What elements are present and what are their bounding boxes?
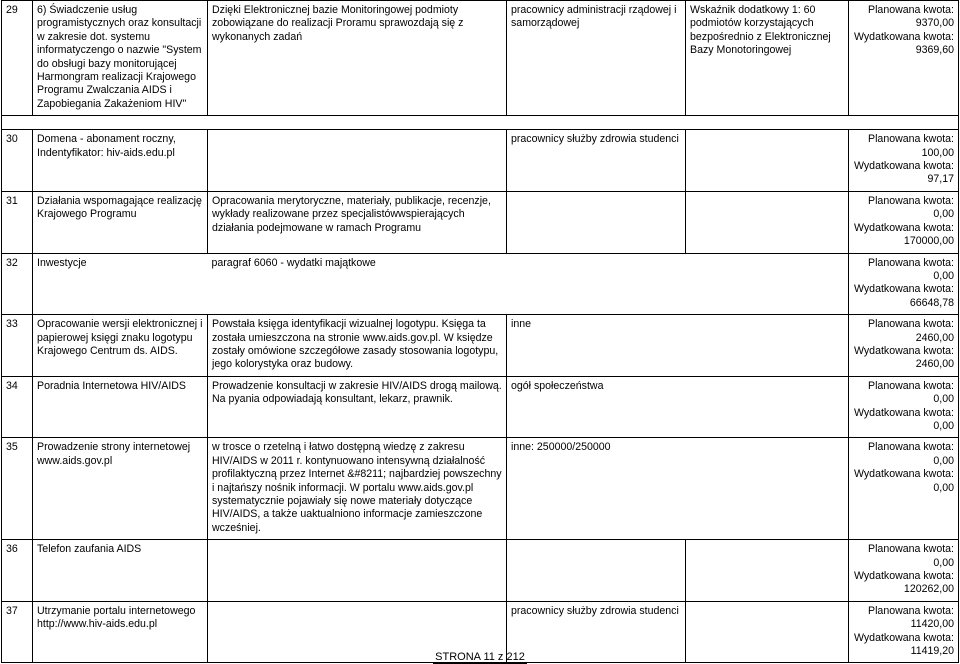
task-description: Powstała księga identyfikacji wizualnej logotypu. Księga ta została umieszczona na stronie www.aids.gov.pl. W księdze zostały omówione szczegółowe zasady stosowania logotypu, jego kolorystyka oraz budowy. — [208, 315, 507, 377]
row-number: 33 — [2, 315, 33, 377]
indicator: Wskaźnik dodatkowy 1: 60 podmiotów korzystających bezpośrednio z Elektronicznej Bazy Monotoringowej — [686, 1, 849, 116]
table-row — [2, 438, 959, 540]
amounts: Planowana kwota: 0,00 Wydatkowana kwota: 66648,78 — [849, 253, 959, 315]
task-name: Poradnia Internetowa HIV/AIDS — [33, 376, 208, 438]
task-name: Telefon zaufania AIDS — [33, 540, 208, 602]
task-table-body — [2, 1, 959, 663]
task-name: Opracowanie wersji elektronicznej i papierowej księgi znaku logotypu Krajowego Centrum ds. AIDS. — [33, 315, 208, 377]
table-row — [2, 1, 959, 116]
row-number: 34 — [2, 376, 33, 438]
task-description — [208, 130, 507, 192]
table-row — [2, 376, 959, 438]
indicator — [686, 130, 849, 192]
amounts: Planowana kwota: 2460,00 Wydatkowana kwota: 2460,00 — [849, 315, 959, 377]
target-group: pracownicy administracji rządowej i samorządowej — [507, 1, 686, 116]
table-row — [2, 130, 959, 192]
indicator — [686, 540, 849, 602]
task-description: Prowadzenie konsultacji w zakresie HIV/AIDS drogą mailową. Na pyania odpowiadają konsultant, lekarz, prawnik. — [208, 376, 507, 438]
amounts: Planowana kwota: 0,00 Wydatkowana kwota: 0,00 — [849, 438, 959, 540]
amounts: Planowana kwota: 11420,00 Wydatkowana kwota: 11419,20 — [849, 601, 959, 663]
page-number-label: STRONA 11 z 212 — [435, 651, 525, 663]
indicator — [686, 315, 849, 377]
table-row — [2, 315, 959, 377]
page-footer — [0, 651, 960, 663]
amounts: Planowana kwota: 0,00 Wydatkowana kwota: 120262,00 — [849, 540, 959, 602]
row-spacer — [2, 116, 959, 130]
task-description: w trosce o rzetelną i łatwo dostępną wiedzę z zakresu HIV/AIDS w 2011 r. kontynuowano intensywną działalność profilaktyczną przez Internet &#8211; najbardziej powszechny i najtańszy nośnik informacji. W portalu www.aids.gov.pl systematycznie pojawiały się nowe materiały dotyczące HIV/AIDS, a także uaktualniono informacje zamieszczone wcześniej. — [208, 438, 507, 540]
table-row — [2, 253, 959, 315]
target-group: pracownicy służby zdrowia studenci — [507, 130, 686, 192]
task-name: Inwestycje — [33, 253, 208, 315]
task-description: Dzięki Elektronicznej bazie Monitoringowej podmioty zobowiązane do realizacji Proramu sprawozdają się z wykonanych zadań — [208, 1, 507, 116]
row-number: 32 — [2, 253, 33, 315]
target-group: inne — [507, 315, 686, 377]
task-name: Działania wspomagające realizację Krajowego Programu — [33, 191, 208, 253]
task-name: 6) Świadczenie usług programistycznych oraz konsultacji w zakresie dot. systemu informatyczengo o nazwie "System do obsługi bazy monitorującej Harmongram realizacji Krajowego Programu Zwalczania AIDS i Zapobiegania Zakażeniom HIV" — [33, 1, 208, 116]
target-group: ogół społeczeństwa — [507, 376, 686, 438]
row-number: 35 — [2, 438, 33, 540]
row-number: 29 — [2, 1, 33, 116]
task-name: Utrzymanie portalu internetowego http://www.hiv-aids.edu.pl — [33, 601, 208, 663]
amounts: Planowana kwota: 0,00 Wydatkowana kwota: 0,00 — [849, 376, 959, 438]
indicator — [686, 191, 849, 253]
indicator — [686, 376, 849, 438]
row-number: 36 — [2, 540, 33, 602]
task-name: Domena - abonament roczny, Indentyfikator: hiv-aids.edu.pl — [33, 130, 208, 192]
target-group — [507, 191, 686, 253]
indicator — [686, 438, 849, 540]
task-table — [1, 0, 959, 663]
task-description — [208, 540, 507, 602]
row-number: 37 — [2, 601, 33, 663]
row-number: 31 — [2, 191, 33, 253]
target-group: pracownicy służby zdrowia studenci — [507, 601, 686, 663]
table-row — [2, 540, 959, 602]
row-number: 30 — [2, 130, 33, 192]
table-row — [2, 191, 959, 253]
task-description: paragraf 6060 - wydatki majątkowe — [208, 253, 849, 315]
task-description: Opracowania merytoryczne, materiały, publikacje, recenzje, wykłady realizowane przez specjalistówwspierających działania podejmowane w ramach Programu — [208, 191, 507, 253]
amounts: Planowana kwota: 0,00 Wydatkowana kwota: 170000,00 — [849, 191, 959, 253]
amounts: Planowana kwota: 100,00 Wydatkowana kwota: 97,17 — [849, 130, 959, 192]
target-group — [507, 540, 686, 602]
amounts: Planowana kwota: 9370,00 Wydatkowana kwota: 9369,60 — [849, 1, 959, 116]
task-name: Prowadzenie strony internetowej www.aids.gov.pl — [33, 438, 208, 540]
target-group: inne: 250000/250000 — [507, 438, 686, 540]
